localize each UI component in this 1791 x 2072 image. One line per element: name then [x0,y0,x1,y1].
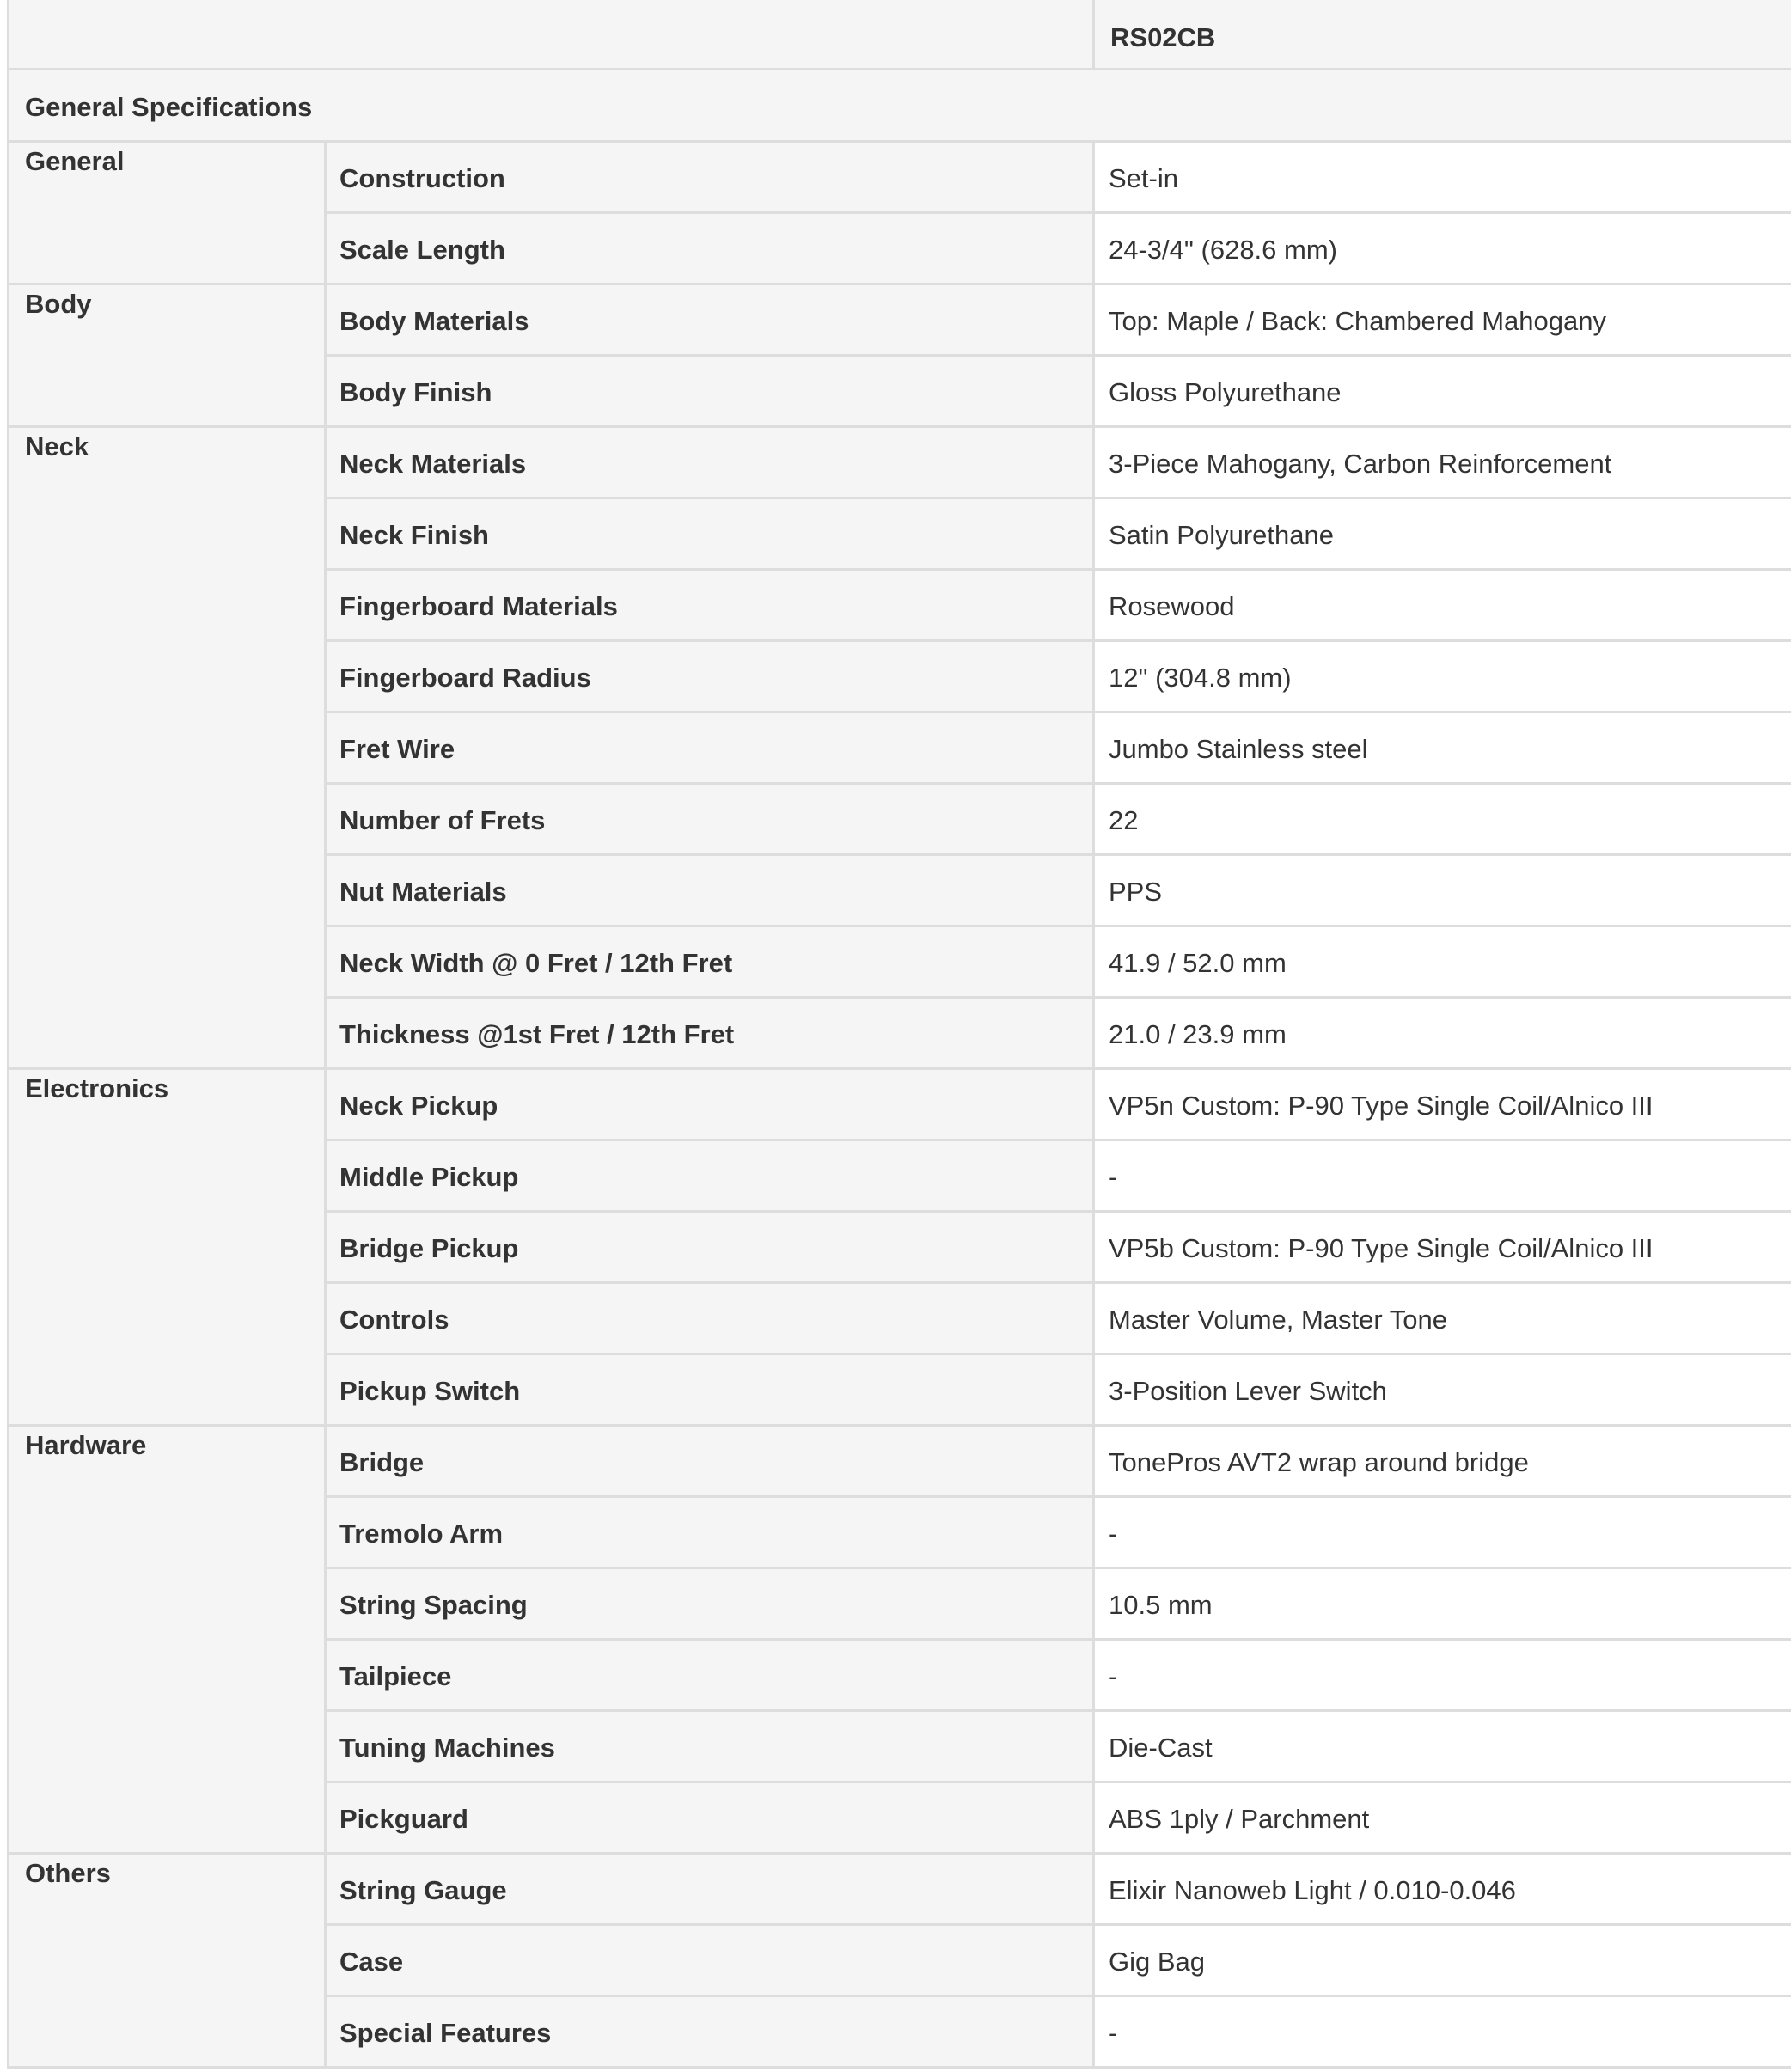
spec-group-name: Neck [9,426,326,1068]
spec-label: Construction [326,141,1094,212]
spec-value: 12" (304.8 mm) [1094,640,1791,712]
spec-value: ABS 1ply / Parchment [1094,1782,1791,1853]
spec-label: Tremolo Arm [326,1496,1094,1568]
spec-row [9,1853,1791,1924]
spec-label: String Spacing [326,1568,1094,1639]
spec-label: Neck Finish [326,498,1094,569]
model-name: RS02CB [1094,0,1791,69]
section-title: General Specifications [9,69,1791,141]
header-blank-cell [9,0,1094,69]
spec-group-name: Electronics [9,1068,326,1425]
spec-label: Tailpiece [326,1639,1094,1710]
spec-value: 41.9 / 52.0 mm [1094,926,1791,997]
spec-value: 21.0 / 23.9 mm [1094,997,1791,1068]
spec-value: Satin Polyurethane [1094,498,1791,569]
spec-value: Jumbo Stainless steel [1094,712,1791,783]
spec-label: Pickguard [326,1782,1094,1853]
spec-value: Gloss Polyurethane [1094,355,1791,426]
spec-label: Body Finish [326,355,1094,426]
spec-group-name: Others [9,1853,326,2067]
section-header-row [9,69,1791,141]
spec-value: Rosewood [1094,569,1791,640]
spec-value: Set-in [1094,141,1791,212]
spec-value: Elixir Nanoweb Light / 0.010-0.046 [1094,1853,1791,1924]
spec-value: 24-3/4" (628.6 mm) [1094,212,1791,284]
spec-value: Top: Maple / Back: Chambered Mahogany [1094,284,1791,355]
spec-value: Die-Cast [1094,1710,1791,1782]
spec-value: VP5b Custom: P-90 Type Single Coil/Alnico III [1094,1211,1791,1282]
spec-label: Body Materials [326,284,1094,355]
spec-label: Thickness @1st Fret / 12th Fret [326,997,1094,1068]
spec-value: - [1094,1996,1791,2067]
spec-value: 10.5 mm [1094,1568,1791,1639]
spec-value: Gig Bag [1094,1924,1791,1996]
spec-label: Fingerboard Materials [326,569,1094,640]
spec-label: Fingerboard Radius [326,640,1094,712]
spec-label: Special Features [326,1996,1094,2067]
spec-value: - [1094,1140,1791,1211]
spec-label: Bridge [326,1425,1094,1496]
spec-label: Controls [326,1282,1094,1354]
spec-label: Pickup Switch [326,1354,1094,1425]
spec-value: - [1094,1639,1791,1710]
spec-label: Fret Wire [326,712,1094,783]
spec-table [7,0,1791,2069]
spec-row [9,141,1791,212]
spec-label: Tuning Machines [326,1710,1094,1782]
spec-group-name: Body [9,284,326,426]
spec-value: Master Volume, Master Tone [1094,1282,1791,1354]
spec-value: PPS [1094,854,1791,926]
spec-label: Number of Frets [326,783,1094,854]
spec-value: VP5n Custom: P-90 Type Single Coil/Alnico III [1094,1068,1791,1140]
spec-group-name: Hardware [9,1425,326,1853]
spec-label: Neck Materials [326,426,1094,498]
spec-label: Case [326,1924,1094,1996]
spec-label: Middle Pickup [326,1140,1094,1211]
spec-row [9,1068,1791,1140]
spec-value: TonePros AVT2 wrap around bridge [1094,1425,1791,1496]
spec-label: Neck Pickup [326,1068,1094,1140]
spec-label: Nut Materials [326,854,1094,926]
spec-value: 3-Piece Mahogany, Carbon Reinforcement [1094,426,1791,498]
spec-label: Scale Length [326,212,1094,284]
spec-label: Bridge Pickup [326,1211,1094,1282]
spec-row [9,1425,1791,1496]
spec-label: Neck Width @ 0 Fret / 12th Fret [326,926,1094,997]
spec-row [9,284,1791,355]
spec-label: String Gauge [326,1853,1094,1924]
spec-value: 3-Position Lever Switch [1094,1354,1791,1425]
model-header-row [9,0,1791,69]
spec-row [9,426,1791,498]
spec-value: 22 [1094,783,1791,854]
spec-group-name: General [9,141,326,284]
spec-value: - [1094,1496,1791,1568]
